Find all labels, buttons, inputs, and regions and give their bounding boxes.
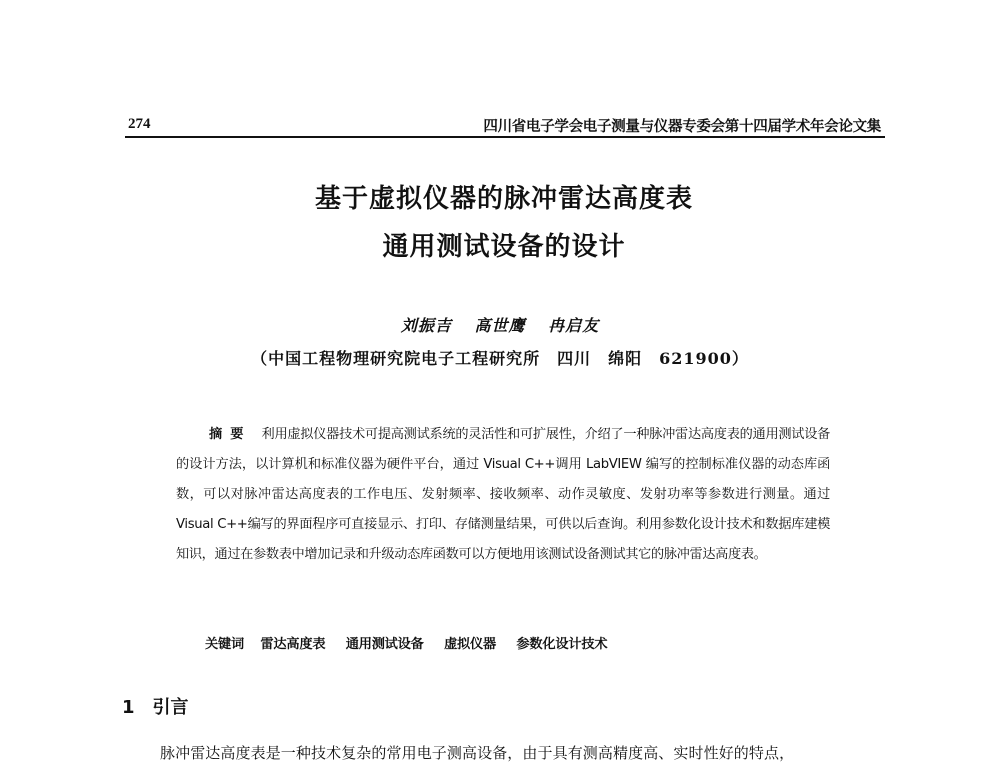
page-number: 274 [128,116,151,132]
affiliation: （中国工程物理研究院电子工程研究所 四川 绵阳 621900） [251,349,749,368]
abstract [176,420,830,570]
paper-title-line-2: 通用测试设备的设计 [382,232,626,262]
keyword: 通用测试设备 [345,637,424,652]
journal-title: 四川省电子学会电子测量与仪器专委会第十四届学术年会论文集 [483,119,881,135]
author-name: 冉启友 [548,316,600,335]
keywords-label: 关键词 [205,637,244,652]
page-header [125,114,885,138]
abstract-text: 利用虚拟仪器技术可提高测试系统的灵活性和可扩展性，介绍了一种脉冲雷达高度表的通用测试设备的设计方法，以计算机和标准仪器为硬件平台，通过 Visual C++调用 LabVIEW 编写的控制标准仪器的动态库函数，可以对脉冲雷达高度表的工作电压、发射频率、接收频率、动作灵敏度、发射功率等参数进行测量。通过 Visual C++编写的界面程序可直接显示、打印、存储测量结果，可供以后查询。利用参数化设计技术和数据库建模知识，通过在参数表中增加记录和升级动态库函数可以方便地用该测试设备测试其它的脉冲雷达高度表。 [176,427,830,562]
body-paragraph: 脉冲雷达高度表是一种技术复杂的常用电子测高设备，由于具有测高精度高、实时性好的特点， [160,744,795,762]
section-number: 1 [122,697,135,718]
keywords [205,633,623,652]
authors [0,313,1000,336]
paper-title-line-1: 基于虚拟仪器的脉冲雷达高度表 [314,184,693,214]
section-title: 引言 [152,697,189,718]
keyword: 参数化设计技术 [516,637,608,652]
keyword: 雷达高度表 [260,637,326,652]
author-name: 刘振吉 [400,316,452,335]
section-heading [122,693,189,719]
author-name: 高世鹰 [474,316,526,335]
abstract-label: 摘要 [209,427,252,442]
keyword: 虚拟仪器 [444,637,497,652]
